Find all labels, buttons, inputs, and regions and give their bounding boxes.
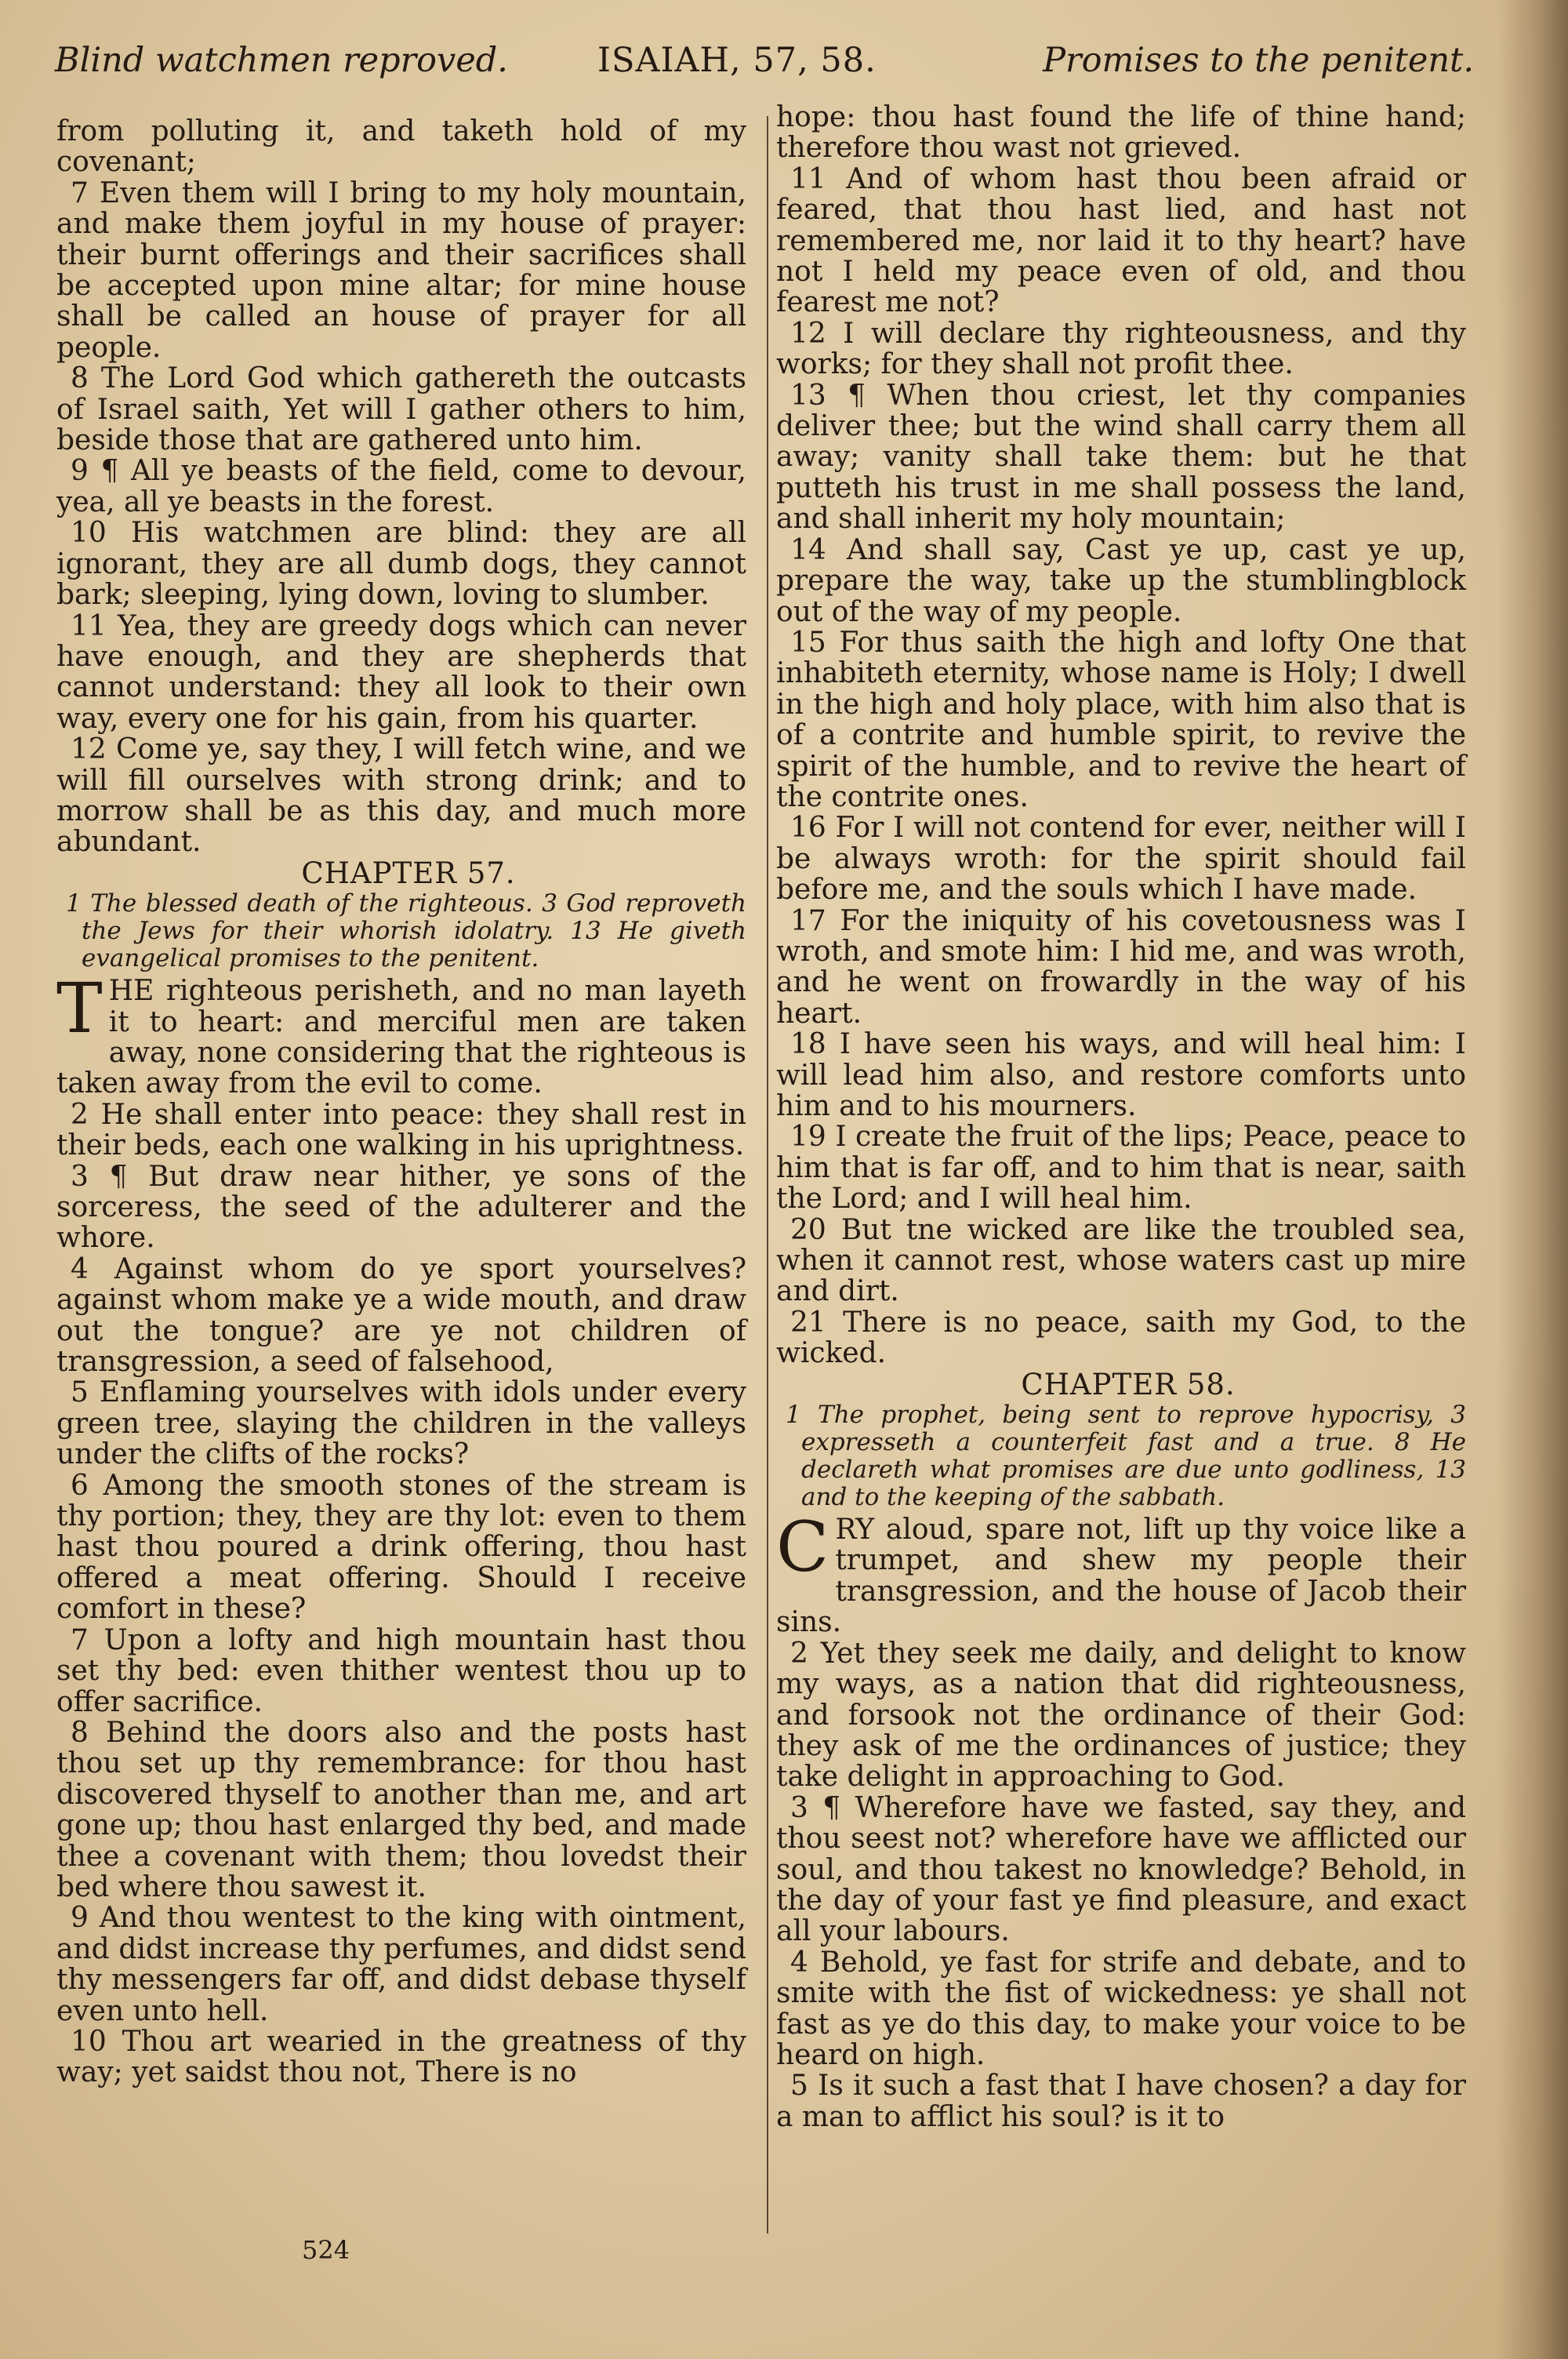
header-right-title: Promises to the penitent.: [1043, 41, 1474, 80]
verse-text: HE righteous perisheth, and no man layeth it to heart: and merciful men are taken away, none considering that the righteous is taken away from the evil to come.: [56, 975, 746, 1100]
verse: 6 Among the smooth stones of the stream is thy portion; they, they are thy lot: even to them hast thou poured a drink offering, thou hast offered a meat offering. Should I receive comfort in these?: [56, 1469, 746, 1626]
verse: 2 He shall enter into peace: they shall rest in their beds, each one walking in his uprightness.: [56, 1098, 746, 1162]
header-book-reference: ISAIAH, 57, 58.: [597, 41, 877, 80]
chapter-heading: CHAPTER 57.: [301, 856, 516, 890]
verse: 19 I create the fruit of the lips; Peace, peace to him that is far off, and to him that is near, saith the Lord; and I will heal him.: [776, 1121, 1466, 1216]
drop-cap-letter: C: [776, 1507, 829, 1588]
right-column: [776, 102, 1466, 2132]
verse: 21 There is no peace, saith my God, to the wicked.: [776, 1306, 1466, 1370]
verse-text: RY aloud, spare not, lift up thy voice like a trumpet, and shew my people their transgression, and the house of Jacob their sins.: [776, 1514, 1466, 1639]
verse: 12 Come ye, say they, I will fetch wine, and we will fill ourselves with strong drink; and to morrow shall be as this day, and much more abundant.: [56, 733, 746, 859]
verse: 5 Is it such a fast that I have chosen? a day for a man to afflict his soul? is it to: [776, 2070, 1466, 2133]
verse: 8 The Lord God which gathereth the outcasts of Israel saith, Yet will I gather others to him, beside those that are gathered unto him.: [56, 362, 746, 457]
verse: 12 I will declare thy righteousness, and thy works; for they shall not profit thee.: [776, 317, 1466, 381]
verse: 16 For I will not contend for ever, neither will I be always wroth: for the spirit should fail before me, and the souls which I have made.: [776, 812, 1466, 907]
verse: 3 ¶ But draw near hither, ye sons of the sorceress, the seed of the adulterer and the whore.: [56, 1160, 746, 1255]
left-column: [56, 116, 746, 2088]
verse: 11 And of whom hast thou been afraid or feared, that thou hast lied, and hast not remembered me, nor laid it to thy heart? have not I held my peace even of old, and thou fearest me not?: [776, 162, 1466, 319]
verse: 8 Behind the doors also and the posts hast thou set up thy remembrance: for thou hast discovered thyself to another than me, and art gone up; thou hast enlarged thy bed, and made thee a covenant with them; thou lovedst their bed where thou sawest it.: [56, 1716, 746, 1903]
verse: 3 ¶ Wherefore have we fasted, say they, and thou seest not? wherefore have we afflicted our soul, and thou takest no knowledge? Behold, in the day of your fast ye find pleasure, and exact all your labours.: [776, 1791, 1466, 1948]
drop-cap-letter: T: [56, 968, 103, 1049]
verse: 13 ¶ When thou criest, let thy companies deliver thee; but the wind shall carry them all away; vanity shall take them: but he that putteth his trust in me shall possess the land, and shall inherit my holy mountain;: [776, 379, 1466, 536]
verse: 9 And thou wentest to the king with ointment, and didst increase thy perfumes, and didst send thy messengers far off, and didst debase thyself even unto hell.: [56, 1902, 746, 2027]
verse: 5 Enflaming yourselves with idols under every green tree, slaying the children in the valleys under the clifts of the rocks?: [56, 1376, 746, 1471]
page-edge-shadow: [1497, 0, 1568, 2359]
verse: 10 His watchmen are blind: they are all ignorant, they are all dumb dogs, they cannot bark; sleeping, lying down, loving to slumber.: [56, 517, 746, 612]
verse: 11 Yea, they are greedy dogs which can never have enough, and they are shepherds that cannot understand: they all look to their own way, every one for his gain, from his quarter.: [56, 609, 746, 735]
chapter-first-verse: [776, 1507, 1466, 1639]
verse: 7 Even them will I bring to my holy mountain, and make them joyful in my house of prayer: their burnt offerings and their sacrifices shall be accepted upon mine altar; for mine house shall be called an house of prayer for all people.: [56, 176, 746, 364]
continuation-text: from polluting it, and taketh hold of my covenant;: [56, 115, 746, 179]
verse: 14 And shall say, Cast ye up, cast ye up, prepare the way, take up the stumblingblock out of the way of my people.: [776, 533, 1466, 628]
verse: 7 Upon a lofty and high mountain hast thou set thy bed: even thither wentest thou up to offer sacrifice.: [56, 1623, 746, 1718]
chapter-summary: 1 The blessed death of the righteous. 3 God reproveth the Jews for their whorish idolatry. 13 He giveth evangelical promises to the penitent.: [66, 889, 746, 973]
verse: 17 For the iniquity of his covetousness was I wroth, and smote him: I hid me, and was wroth, and he went on frowardly in the way of his heart.: [776, 904, 1466, 1030]
verse: 15 For thus saith the high and lofty One that inhabiteth eternity, whose name is Holy; I dwell in the high and holy place, with him also that is of a contrite and humble spirit, to revive the spirit of the humble, and to revive the heart of the contrite ones.: [776, 626, 1466, 813]
header-left-title: Blind watchmen reproved.: [55, 41, 508, 80]
verse: 2 Yet they seek me daily, and delight to know my ways, as a nation that did righteousness, and forsook not the ordinance of their God: they ask of me the ordinances of justice; they take delight in approaching to God.: [776, 1637, 1466, 1794]
chapter-heading: CHAPTER 58.: [1021, 1367, 1236, 1401]
verse: 4 Behold, ye fast for strife and debate, and to smite with the fist of wickedness: ye shall not fast as ye do this day, to make your voice to be heard on high.: [776, 1946, 1466, 2071]
column-divider: [767, 116, 768, 2234]
verse: 9 ¶ All ye beasts of the field, come to devour, yea, all ye beasts in the forest.: [56, 455, 746, 518]
verse: 10 Thou art wearied in the greatness of thy way; yet saidst thou not, There is no: [56, 2025, 746, 2089]
verse: 20 But tne wicked are like the troubled sea, when it cannot rest, whose waters cast up mire and dirt.: [776, 1213, 1466, 1308]
page-number: 524: [302, 2235, 350, 2265]
continuation-text: hope: thou hast found the life of thine hand; therefore thou wast not grieved.: [776, 101, 1466, 165]
verse: 4 Against whom do ye sport yourselves? against whom make ye a wide mouth, and draw out the tongue? are ye not children of transgression, a seed of falsehood,: [56, 1252, 746, 1379]
verse: 18 I have seen his ways, and will heal him: I will lead him also, and restore comforts unto him and to his mourners.: [776, 1028, 1466, 1122]
running-header: [55, 41, 1474, 96]
chapter-summary: 1 The prophet, being sent to reprove hypocrisy, 3 expresseth a counterfeit fast and a true. 8 He declareth what promises are due unto godliness, 13 and to the keeping of the sabbath.: [786, 1401, 1466, 1512]
chapter-first-verse: [56, 968, 746, 1100]
